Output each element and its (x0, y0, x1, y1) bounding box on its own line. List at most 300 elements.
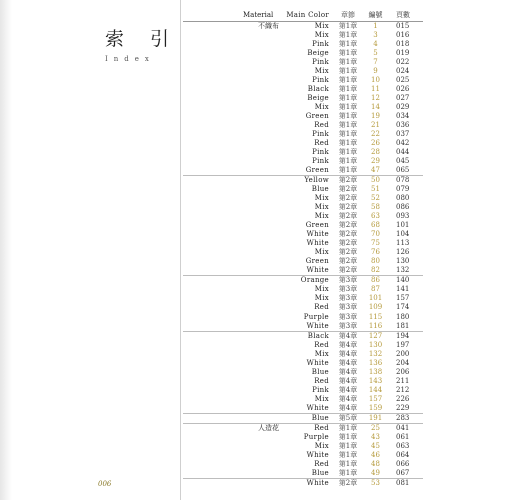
color-cell: Blue (311, 185, 329, 194)
material-cell (183, 248, 253, 257)
chapter-cell: 第1章 (338, 31, 358, 40)
number-cell: 7 (373, 58, 378, 67)
number-cell: 50 (363, 176, 388, 186)
page-title: 索 引 (105, 28, 180, 50)
page-cell: 180 (396, 312, 410, 321)
page-cell: 101 (396, 221, 410, 230)
color-cell: Red (314, 340, 329, 349)
number-cell: 29 (371, 157, 380, 166)
material-cell (183, 313, 253, 322)
chapter-cell: 第1章 (338, 468, 358, 477)
page-cell: 212 (396, 385, 410, 394)
table-row (183, 478, 423, 488)
chapter-cell: 第4章 (338, 349, 358, 358)
color-cell: Mix (314, 67, 329, 76)
number-cell: 136 (368, 358, 383, 367)
chapter-cell: 第1章 (338, 139, 358, 148)
material-cell (183, 239, 253, 248)
page-gutter-shadow (0, 0, 12, 500)
color-cell: Blue (253, 413, 333, 423)
chapter-cell: 第3章 (338, 321, 358, 330)
number-cell: 51 (371, 185, 380, 194)
page-cell: 200 (396, 349, 410, 358)
table-row (183, 413, 423, 423)
color-cell: Beige (307, 49, 329, 58)
table-row (183, 185, 423, 194)
table-header-row (183, 8, 423, 22)
number-cell: 132 (368, 349, 383, 358)
color-cell: Yellow (253, 176, 333, 186)
material-cell (183, 148, 253, 157)
header-color: Main Color (253, 8, 333, 22)
page-cell: 027 (396, 94, 410, 103)
page-cell: 022 (396, 58, 410, 67)
chapter-cell: 第2章 (338, 203, 358, 212)
table-row (183, 460, 423, 469)
index-table (183, 8, 423, 488)
chapter-cell: 第4章 (338, 385, 358, 394)
number-cell: 26 (371, 139, 380, 148)
number-cell: 43 (371, 432, 380, 441)
color-cell: Blue (311, 468, 329, 477)
color-cell: Purple (303, 432, 329, 441)
material-cell (183, 303, 253, 312)
table-row (183, 67, 423, 76)
number-cell: 86 (363, 276, 388, 286)
page-cell: 018 (396, 40, 410, 49)
chapter-cell: 第1章 (338, 166, 358, 175)
chapter-cell: 第4章 (338, 403, 358, 412)
color-cell: Mix (314, 285, 329, 294)
chapter-cell: 第4章 (338, 340, 358, 349)
color-cell: Green (305, 221, 329, 230)
material-cell (183, 377, 253, 386)
chapter-cell: 第3章 (338, 294, 358, 303)
color-cell: Mix (314, 394, 329, 403)
color-cell: Pink (312, 148, 329, 157)
material-cell (183, 469, 253, 479)
chapter-cell: 第3章 (333, 276, 363, 286)
material-cell (183, 121, 253, 130)
material-cell (183, 322, 253, 332)
color-cell: Red (314, 121, 329, 130)
number-cell: 22 (371, 130, 380, 139)
chapter-cell: 第2章 (338, 194, 358, 203)
header-chapter: 章節 (333, 8, 363, 22)
color-cell: White (306, 239, 329, 248)
number-cell: 191 (363, 413, 388, 423)
chapter-cell: 第4章 (333, 331, 363, 341)
number-cell: 157 (368, 394, 383, 403)
material-cell (183, 130, 253, 139)
chapter-cell: 第1章 (333, 423, 363, 433)
material-cell (183, 94, 253, 103)
number-cell: 48 (371, 459, 380, 468)
number-cell: 130 (368, 340, 383, 349)
number-cell: 1 (373, 22, 378, 30)
table-row (183, 322, 423, 332)
number-cell: 143 (368, 376, 383, 385)
page-cell: 034 (396, 112, 410, 121)
color-cell: Red (253, 423, 333, 433)
page-cell: 042 (396, 139, 410, 148)
number-cell: 14 (371, 103, 380, 112)
chapter-cell: 第1章 (338, 130, 358, 139)
table-row (183, 313, 423, 322)
table-row (183, 303, 423, 312)
table-row (183, 130, 423, 139)
color-cell: Blue (311, 367, 329, 376)
color-cell: Mix (314, 31, 329, 40)
color-cell: Orange (253, 276, 333, 286)
table-row (183, 276, 423, 286)
table-row (183, 423, 423, 433)
number-cell: 52 (371, 194, 380, 203)
table-row (183, 386, 423, 395)
number-cell: 49 (371, 468, 380, 477)
color-cell: Red (314, 303, 329, 312)
table-row (183, 350, 423, 359)
color-cell: Mix (314, 194, 329, 203)
color-cell: Green (305, 166, 329, 175)
number-cell: 76 (371, 248, 380, 257)
page-cell: 093 (396, 212, 410, 221)
number-cell: 4 (373, 40, 378, 49)
chapter-cell: 第1章 (338, 22, 358, 30)
material-cell (183, 31, 253, 40)
material-cell (183, 285, 253, 294)
table-row (183, 248, 423, 257)
material-cell (183, 350, 253, 359)
number-cell: 9 (373, 67, 378, 76)
material-cell (183, 451, 253, 460)
table-row (183, 94, 423, 103)
header-page: 頁數 (388, 8, 423, 22)
material-cell (183, 139, 253, 148)
chapter-cell: 第1章 (338, 148, 358, 157)
table-row (183, 40, 423, 49)
chapter-cell: 第2章 (333, 478, 363, 488)
number-cell: 12 (371, 94, 380, 103)
page-cell: 132 (396, 266, 410, 275)
chapter-cell: 第1章 (338, 432, 358, 441)
material-cell (183, 194, 253, 203)
material-cell (183, 112, 253, 121)
material-cell (183, 404, 253, 414)
table-row (183, 377, 423, 386)
number-cell: 45 (371, 441, 380, 450)
material-cell (183, 49, 253, 58)
table-row (183, 194, 423, 203)
page-cell: 063 (396, 441, 410, 450)
material-label: 人造花 (258, 423, 279, 432)
chapter-cell: 第2章 (338, 239, 358, 248)
color-cell: Green (305, 112, 329, 121)
chapter-cell: 第1章 (338, 450, 358, 459)
page-cell: 229 (396, 403, 410, 412)
page-cell: 157 (396, 294, 410, 303)
material-cell (183, 257, 253, 266)
table-row (183, 212, 423, 221)
chapter-cell: 第2章 (338, 185, 358, 194)
number-cell: 63 (371, 212, 380, 221)
number-cell: 127 (363, 331, 388, 341)
page-cell: 174 (396, 303, 410, 312)
table-row (183, 266, 423, 276)
page-cell: 104 (396, 230, 410, 239)
number-cell: 144 (368, 385, 383, 394)
page-cell: 061 (396, 432, 410, 441)
page-cell: 206 (396, 367, 410, 376)
color-cell: Pink (312, 40, 329, 49)
color-cell: Mix (314, 441, 329, 450)
material-cell (183, 76, 253, 85)
chapter-cell: 第1章 (338, 76, 358, 85)
page-cell: 081 (388, 478, 423, 488)
table-row (183, 58, 423, 67)
table-body (183, 22, 423, 488)
color-cell: Black (253, 331, 333, 341)
material-cell (183, 423, 279, 433)
material-cell (183, 386, 253, 395)
number-cell: 80 (371, 257, 380, 266)
number-cell: 82 (371, 266, 380, 275)
color-cell: Mix (314, 103, 329, 112)
number-cell: 19 (371, 112, 380, 121)
number-cell: 70 (371, 230, 380, 239)
material-cell (183, 433, 253, 442)
table-row (183, 239, 423, 248)
color-cell: Red (314, 459, 329, 468)
color-cell: Pink (312, 130, 329, 139)
page-cell: 044 (396, 148, 410, 157)
number-cell: 101 (368, 294, 383, 303)
color-cell: Pink (312, 157, 329, 166)
page-cell: 197 (396, 340, 410, 349)
material-cell (183, 442, 253, 451)
chapter-cell: 第1章 (338, 40, 358, 49)
page-cell: 025 (396, 76, 410, 85)
page-cell: 036 (396, 121, 410, 130)
number-cell: 25 (363, 423, 388, 433)
material-cell (183, 331, 253, 341)
table-row (183, 76, 423, 85)
page-cell: 181 (396, 321, 410, 330)
color-cell: Pink (312, 76, 329, 85)
chapter-cell: 第1章 (338, 157, 358, 166)
page-cell: 045 (396, 157, 410, 166)
page-cell: 064 (396, 450, 410, 459)
table-row (183, 294, 423, 303)
material-cell (183, 368, 253, 377)
table-row (183, 442, 423, 451)
color-cell: White (306, 321, 329, 330)
color-cell: Purple (303, 312, 329, 321)
material-cell (183, 203, 253, 212)
chapter-cell: 第1章 (338, 58, 358, 67)
chapter-cell: 第5章 (333, 413, 363, 423)
number-cell: 75 (371, 239, 380, 248)
chapter-cell: 第1章 (338, 49, 358, 58)
number-cell: 138 (368, 367, 383, 376)
color-cell: White (306, 266, 329, 275)
table-row (183, 221, 423, 230)
table-row (183, 395, 423, 404)
page-cell: 079 (396, 185, 410, 194)
material-cell (183, 395, 253, 404)
page-cell: 026 (396, 85, 410, 94)
table-row (183, 230, 423, 239)
page-cell: 194 (388, 331, 423, 341)
page-number: 006 (98, 480, 112, 488)
color-cell: White (306, 358, 329, 367)
color-cell: Pink (312, 385, 329, 394)
material-cell (183, 103, 253, 112)
material-cell (183, 40, 253, 49)
chapter-cell: 第1章 (338, 94, 358, 103)
table-row (183, 148, 423, 157)
table-row (183, 139, 423, 148)
color-cell: White (306, 403, 329, 412)
table-row (183, 103, 423, 112)
number-cell: 47 (371, 166, 380, 175)
number-cell: 46 (371, 450, 380, 459)
page-cell: 211 (396, 376, 410, 385)
number-cell: 58 (371, 203, 380, 212)
number-cell: 87 (371, 285, 380, 294)
chapter-cell: 第2章 (333, 176, 363, 186)
table-row (183, 157, 423, 166)
table-row (183, 451, 423, 460)
material-cell (183, 22, 279, 32)
color-cell: Red (314, 139, 329, 148)
table-row (183, 31, 423, 40)
material-cell (183, 221, 253, 230)
color-cell: Mix (314, 22, 329, 30)
material-cell (183, 478, 253, 488)
page-cell: 141 (396, 285, 410, 294)
page-cell: 019 (396, 49, 410, 58)
chapter-cell: 第3章 (338, 285, 358, 294)
page-cell: 067 (396, 468, 410, 477)
page-cell: 015 (396, 22, 410, 30)
number-cell: 109 (368, 303, 383, 312)
material-cell (183, 230, 253, 239)
material-cell (183, 212, 253, 221)
chapter-cell: 第2章 (338, 230, 358, 239)
page-cell: 283 (388, 413, 423, 423)
color-cell: Beige (307, 94, 329, 103)
table-row (183, 341, 423, 350)
table-row (183, 22, 423, 32)
number-cell: 116 (368, 321, 383, 330)
table-row (183, 203, 423, 212)
table-row (183, 121, 423, 130)
material-cell (183, 276, 253, 286)
chapter-cell: 第1章 (338, 112, 358, 121)
number-cell: 159 (368, 403, 383, 412)
material-cell (183, 85, 253, 94)
material-label: 不織布 (258, 22, 279, 30)
chapter-cell: 第1章 (338, 85, 358, 94)
chapter-cell: 第1章 (338, 121, 358, 130)
page-cell: 130 (396, 257, 410, 266)
color-cell: Mix (314, 294, 329, 303)
index-table-container (183, 8, 423, 488)
page-cell: 226 (396, 394, 410, 403)
material-cell (183, 460, 253, 469)
column-divider (180, 0, 181, 500)
color-cell: Green (305, 257, 329, 266)
number-cell: 53 (363, 478, 388, 488)
color-cell: White (306, 450, 329, 459)
color-cell: White (253, 478, 333, 488)
page-cell: 066 (396, 459, 410, 468)
page-cell: 037 (396, 130, 410, 139)
table-row (183, 49, 423, 58)
color-cell: Mix (314, 212, 329, 221)
page-cell: 041 (388, 423, 423, 433)
page-cell: 113 (396, 239, 410, 248)
material-cell (183, 58, 253, 67)
page-cell: 126 (396, 248, 410, 257)
table-row (183, 469, 423, 479)
color-cell: Mix (314, 349, 329, 358)
color-cell: Mix (314, 203, 329, 212)
page-cell: 065 (396, 166, 410, 175)
chapter-cell: 第1章 (338, 67, 358, 76)
page-cell: 016 (396, 31, 410, 40)
color-cell: Black (307, 85, 329, 94)
page-cell: 080 (396, 194, 410, 203)
chapter-cell: 第3章 (338, 312, 358, 321)
table-row (183, 176, 423, 186)
page-cell: 086 (396, 203, 410, 212)
table-row (183, 368, 423, 377)
material-cell (183, 294, 253, 303)
chapter-cell: 第1章 (338, 103, 358, 112)
chapter-cell: 第1章 (338, 459, 358, 468)
material-cell (183, 157, 253, 166)
chapter-cell: 第2章 (338, 266, 358, 275)
table-row (183, 257, 423, 266)
material-cell (183, 266, 253, 276)
number-cell: 68 (371, 221, 380, 230)
material-cell (183, 67, 253, 76)
index-title-block (105, 24, 179, 63)
page-cell: 140 (388, 276, 423, 286)
table-row (183, 166, 423, 176)
number-cell: 28 (371, 148, 380, 157)
number-cell: 21 (371, 121, 380, 130)
material-cell (183, 176, 253, 186)
chapter-cell: 第1章 (338, 441, 358, 450)
table-row (183, 112, 423, 121)
material-cell (183, 413, 253, 423)
table-row (183, 285, 423, 294)
page-subtitle: Index (105, 55, 155, 63)
page-cell: 078 (388, 176, 423, 186)
chapter-cell: 第4章 (338, 376, 358, 385)
page-cell: 029 (396, 103, 410, 112)
chapter-cell: 第4章 (338, 358, 358, 367)
color-cell: Pink (312, 58, 329, 67)
color-cell: White (306, 230, 329, 239)
table-row (183, 433, 423, 442)
chapter-cell: 第3章 (338, 303, 358, 312)
material-cell (183, 166, 253, 176)
table-row (183, 359, 423, 368)
